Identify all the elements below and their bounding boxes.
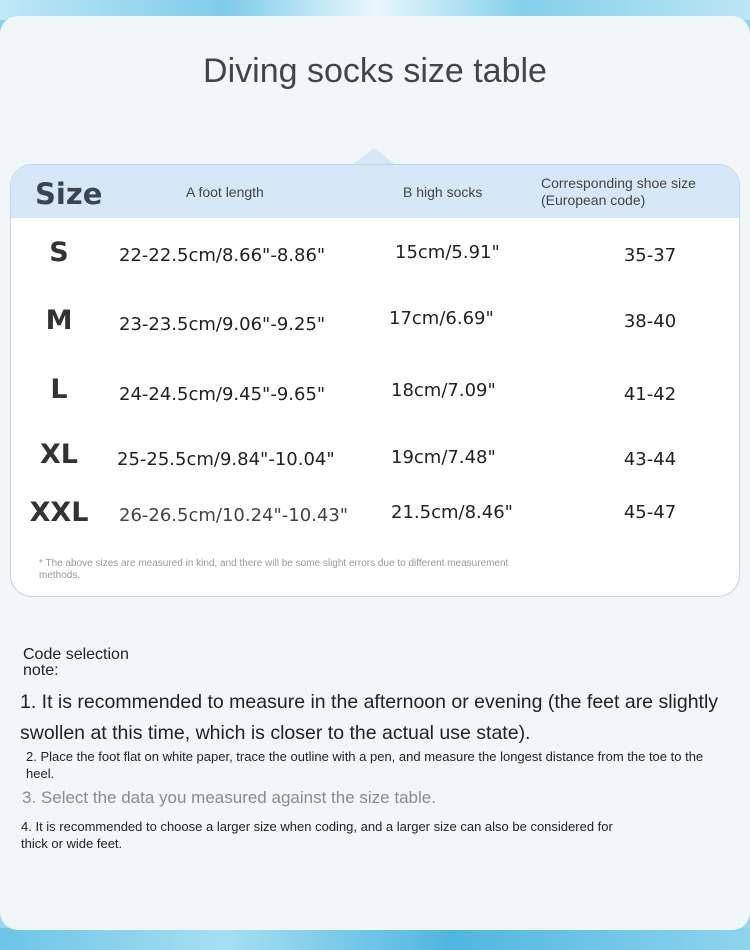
high-socks-cell: 21.5cm/8.46" xyxy=(391,502,513,523)
high-socks-cell: 17cm/6.69" xyxy=(389,308,494,329)
table-row xyxy=(11,439,740,479)
shoe-size-cell: 35-37 xyxy=(623,245,677,266)
table-row xyxy=(11,497,740,537)
table-header-notch xyxy=(352,148,396,165)
page-title: Diving socks size table xyxy=(203,52,547,90)
shoe-size-cell: 41-42 xyxy=(623,384,677,405)
foot-length-cell: 23-23.5cm/9.06"-9.25" xyxy=(119,314,326,335)
shoe-size-cell: 43-44 xyxy=(623,449,677,470)
note-item: 2. Place the foot flat on white paper, trace the outline with a pen, and measure the longest distance from the toe to the heel. xyxy=(26,749,704,781)
high-socks-cell: 15cm/5.91" xyxy=(395,242,500,263)
table-footnote: * The above sizes are measured in kind, and there will be some slight errors due to different measurement methods. xyxy=(39,558,509,581)
size-cell: XXL xyxy=(29,497,89,528)
high-socks-cell: 18cm/7.09" xyxy=(391,380,496,401)
note-item: 1. It is recommended to measure in the afternoon or evening (the feet are slightly swollen at this time, which is closer to the actual use state). xyxy=(20,691,719,744)
header-high-socks: B high socks xyxy=(403,184,483,200)
table-header xyxy=(11,165,740,218)
shoe-size-cell: 38-40 xyxy=(623,311,677,332)
table-row xyxy=(11,237,740,277)
size-cell: XL xyxy=(39,439,79,470)
size-cell: L xyxy=(50,374,68,405)
size-cell: M xyxy=(45,305,73,336)
header-foot-length: A foot length xyxy=(186,184,264,200)
note-item: 3. Select the data you measured against the size table. xyxy=(22,788,436,807)
foot-length-cell: 25-25.5cm/9.84"-10.04" xyxy=(117,449,335,470)
note-item: 4. It is recommended to choose a larger size when coding, and a larger size can also be considered for thick or wide feet. xyxy=(21,819,613,851)
water-background-bottom xyxy=(0,928,750,950)
header-size: Size xyxy=(35,177,103,211)
foot-length-cell: 22-22.5cm/8.66"-8.86" xyxy=(119,245,326,266)
header-shoe-size: Corresponding shoe size (European code) xyxy=(541,175,696,208)
shoe-size-cell: 45-47 xyxy=(623,502,677,523)
size-cell: S xyxy=(49,237,69,268)
notes-heading: Code selection note: xyxy=(23,646,129,679)
table-row xyxy=(11,305,740,345)
high-socks-cell: 19cm/7.48" xyxy=(391,447,496,468)
foot-length-cell: 24-24.5cm/9.45"-9.65" xyxy=(119,384,326,405)
size-table xyxy=(10,164,740,597)
table-row xyxy=(11,374,740,414)
foot-length-cell: 26-26.5cm/10.24"-10.43" xyxy=(119,505,349,526)
